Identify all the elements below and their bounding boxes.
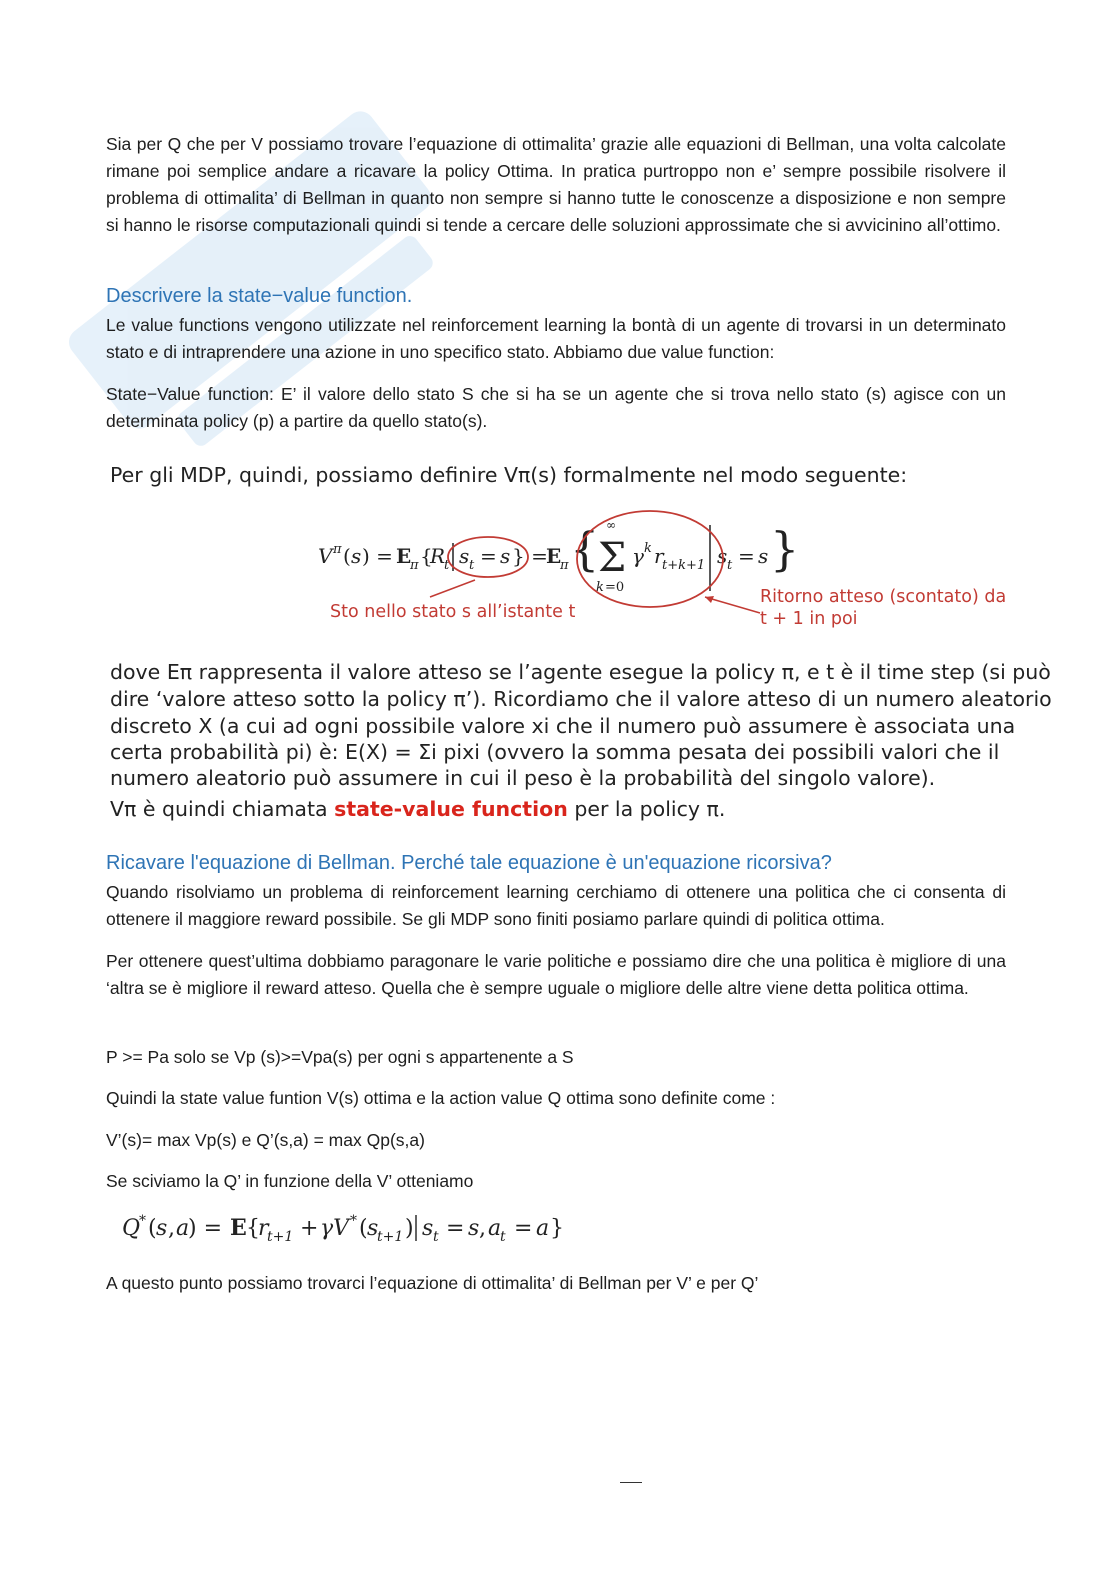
section1-paragraph-1: Le value functions vengono utilizzate nel reinforcement learning la bontà di un agente di trovarsi in un determinato stato e di intraprendere una azione in uno specifico stato. Abbiamo due value function: [106, 315, 1006, 362]
svg-text:s: s [422, 1216, 434, 1241]
policy-comparison-line: P >= Pa solo se Vp (s)>=Vpa(s) per ogni s appartenente a S [106, 1047, 574, 1067]
svg-text:,: , [479, 1216, 486, 1241]
svg-text:t+1: t+1 [267, 1229, 294, 1245]
embedded-formula-figure [110, 460, 1052, 830]
final-suffix: per la policy π. [574, 797, 726, 821]
closing-line: A questo punto possiamo trovarci l’equazione di ottimalita’ di Bellman per V’ e per Q’ [106, 1273, 759, 1293]
svg-text:(: ( [359, 1216, 368, 1241]
svg-text:,: , [168, 1216, 175, 1241]
svg-text:) =: ) = [362, 544, 393, 568]
svg-text:π: π [410, 558, 419, 573]
section2-paragraph-2: Per ottenere quest’ultima dobbiamo paragonare le varie politiche e possiamo dire che una politica è migliore di una ‘altra se è migliore il reward atteso. Quella che è sempre uguale o migliore delle altre viene detta politica ottima. [106, 951, 1006, 998]
svg-text:a: a [488, 1216, 502, 1241]
svg-text:s: s [459, 544, 470, 568]
q-star-equation [118, 1205, 618, 1249]
svg-text:t+1: t+1 [377, 1229, 404, 1245]
svg-text:t: t [444, 558, 450, 573]
optimal-definition-line: Quindi la state value funtion V(s) ottima e la action value Q ottima sono definite come : [106, 1088, 776, 1108]
svg-text:R: R [430, 544, 446, 568]
svg-text:s: s [156, 1216, 168, 1241]
figure-explanation-line-3: discreto X (a cui ad ogni possibile valore xi che il numero può assumere è associata una [110, 714, 1016, 738]
final-prefix: Vπ è quindi chiamata [110, 797, 328, 821]
svg-text:=: = [446, 1216, 465, 1241]
svg-text:s: s [468, 1216, 480, 1241]
svg-text:{: { [570, 522, 600, 576]
svg-text:s: s [500, 544, 511, 568]
svg-text:=: = [738, 544, 755, 568]
state-value-function-highlight: state-value function [334, 797, 568, 821]
svg-text:=: = [480, 544, 497, 568]
section1-paragraph-2: State−Value function: E’ il valore dello stato S che si ha se un agente che si trova nello stato (s) agisce con un determinata policy (p) a partire da quello stato(s). [106, 384, 1006, 431]
svg-text:γ: γ [632, 544, 644, 568]
svg-text:t+k+1: t+k+1 [662, 558, 706, 573]
svg-text:} =: } = [512, 544, 548, 568]
svg-text:Σ: Σ [598, 535, 627, 581]
annotation-state-at-time: Sto nello stato s all’istante t [330, 602, 576, 622]
figure-intro-text: Per gli MDP, quindi, possiamo definire Vπ(s) formalmente nel modo seguente: [110, 463, 908, 487]
intro-paragraph: Sia per Q che per V possiamo trovare l’equazione di ottimalita’ grazie alle equazioni di Bellman, una volta calcolate rimane poi semplice andare a ricavare la policy Ottima. In pratica purtroppo non e’ sempre possibile risolvere il problema di ottimalita’ di Bellman in quanto non sempre si hanno tutte le conoscenze a disposizione e non sempre si hanno le risorse computazionali quindi si tende a cercare delle soluzioni approssimate che si avvicinino all’ottimo. [106, 134, 1006, 235]
svg-text:s: s [758, 544, 769, 568]
svg-text:γV: γV [320, 1216, 350, 1241]
svg-text:k: k [596, 580, 604, 595]
svg-text:=: = [514, 1216, 533, 1241]
svg-text:E: E [396, 544, 412, 568]
section-heading-bellman: Ricavare l'equazione di Bellman. Perché tale equazione è un'equazione ricorsiva? [106, 852, 832, 874]
svg-text:t: t [469, 558, 475, 573]
svg-text:r: r [654, 544, 664, 568]
svg-text:=0: =0 [605, 580, 625, 595]
svg-text:): ) [405, 1216, 414, 1241]
svg-text:t: t [500, 1229, 506, 1245]
svg-text:s: s [351, 544, 362, 568]
svg-text:(: ( [148, 1216, 157, 1241]
svg-text:V: V [318, 544, 333, 568]
svg-text:∞: ∞ [606, 518, 616, 532]
figure-final-line [110, 796, 725, 823]
figure-explanation-line-1: dove Eπ rappresenta il valore atteso se l’agente esegue la policy π, e t è il time step (si può [110, 660, 1051, 684]
annotation-expected-return-2: t + 1 in poi [760, 609, 858, 629]
svg-text:}: } [550, 1216, 564, 1241]
section2-paragraph-1: Quando risolviamo un problema di reinforcement learning cerchiamo di ottenere una politica che ci consenta di ottenere il maggiore reward possibile. Se gli MDP sono finiti posiamo parlare quindi di politica ottima. [106, 882, 1006, 929]
svg-text:*: * [139, 1213, 146, 1229]
svg-text:{: { [420, 544, 433, 568]
svg-text:a: a [536, 1216, 550, 1241]
figure-explanation-line-4: certa probabilità pi) è: E(X) = Σi pixi (ovvero la somma pesata dei possibili valori che il [110, 740, 1000, 764]
section-heading-state-value: Descrivere la state−value function. [106, 285, 413, 307]
svg-text:t: t [727, 558, 733, 573]
optimal-max-line: V’(s)= max Vp(s) e Q’(s,a) = max Qp(s,a) [106, 1130, 425, 1150]
svg-text:E: E [546, 544, 562, 568]
svg-text:s: s [367, 1216, 379, 1241]
svg-text:) =: ) = [188, 1216, 223, 1241]
svg-text:r: r [258, 1216, 269, 1241]
figure-explanation-line-5: numero aleatorio può assumere in cui il peso è la probabilità del singolo valore). [110, 766, 936, 790]
svg-text:}: } [770, 522, 800, 576]
svg-text:(: ( [343, 544, 351, 568]
svg-text:{: { [246, 1216, 260, 1241]
annotation-expected-return-1: Ritorno atteso (scontato) da [760, 587, 1007, 607]
svg-text:t: t [433, 1229, 439, 1245]
svg-text:Q: Q [122, 1216, 141, 1241]
svg-text:+: + [300, 1216, 319, 1241]
figure-explanation-line-2: dire ‘valore atteso sotto la policy π’). Ricordiamo che il valore atteso di un numero aleatorio [110, 687, 1052, 711]
svg-text:k: k [644, 541, 652, 556]
svg-text:π: π [560, 558, 569, 573]
page-footer-mark [620, 1482, 642, 1483]
q-in-terms-of-v-line: Se sciviamo la Q’ in funzione della V’ otteniamo [106, 1171, 474, 1191]
svg-text:a: a [176, 1216, 190, 1241]
svg-text:*: * [350, 1213, 357, 1229]
svg-text:s: s [717, 544, 728, 568]
svg-text:E: E [230, 1215, 247, 1241]
svg-text:π: π [333, 542, 342, 557]
